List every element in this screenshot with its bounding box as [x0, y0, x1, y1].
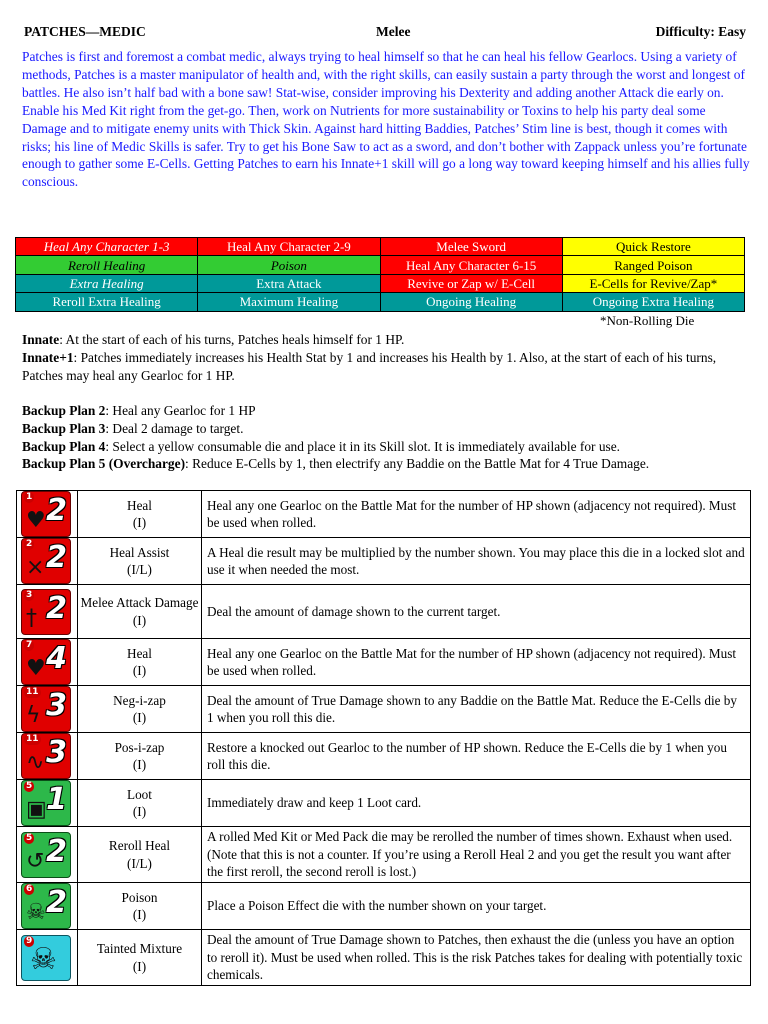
die-type: (I/L) [127, 855, 152, 871]
die-pip: 3 [26, 589, 33, 600]
die-cell [17, 686, 78, 733]
poison-die [21, 883, 71, 929]
skull-crossbones-icon: ☠ [30, 941, 57, 977]
page-header [24, 24, 746, 42]
loot-die [21, 780, 71, 826]
table-row [17, 827, 751, 883]
die-description: Immediately draw and keep 1 Loot card. [202, 780, 751, 827]
die-name-cell [78, 827, 202, 883]
skill-cell: Revive or Zap w/ E-Cell [380, 274, 562, 292]
die-number: 2 [46, 833, 67, 869]
die-cell [17, 930, 78, 986]
table-row [17, 686, 751, 733]
die-type: (I) [132, 612, 147, 628]
character-title: PATCHES—MEDIC [24, 24, 146, 39]
backup-plan-line [22, 420, 748, 438]
die-pip: 1 [26, 492, 33, 502]
backup-plan-label: Backup Plan 4 [22, 438, 106, 454]
spacer [22, 385, 748, 402]
non-rolling-note: *Non-Rolling Die [600, 313, 695, 328]
die-number: 4 [46, 641, 67, 676]
skill-cell: Reroll Healing [16, 256, 198, 274]
skill-cell: Extra Healing [16, 274, 198, 292]
die-name: Heal [127, 497, 152, 513]
die-cell [17, 883, 78, 930]
backup-plan-label: Backup Plan 5 (Overcharge) [22, 456, 186, 472]
die-name: Neg-i-zap [113, 692, 166, 708]
die-pip: 5 [26, 781, 33, 791]
die-name-cell [78, 780, 202, 827]
innate-plus-label: Innate+1 [22, 349, 74, 365]
die-name-cell [78, 639, 202, 686]
backup-plan-line [22, 438, 748, 456]
combat-style: Melee [376, 24, 411, 39]
multiply-icon: × [26, 555, 45, 580]
skill-cell: Quick Restore [562, 238, 744, 256]
die-cell [17, 827, 78, 883]
skill-grid [15, 237, 745, 312]
die-description: Deal the amount of damage shown to the current target. [202, 585, 751, 639]
lightning-die [21, 686, 71, 732]
die-number: 2 [46, 590, 67, 626]
table-row [17, 780, 751, 827]
sword-icon: † [26, 605, 37, 631]
abilities-section [22, 331, 748, 473]
innate-line [22, 331, 748, 349]
die-description: A Heal die result may be multiplied by the number shown. You may place this die in a locked slot and use it when needed the most. [202, 538, 751, 585]
die-description: Deal the amount of True Damage shown to Patches, then exhaust the die (unless you have an option to reroll it). Must be used when rolled. This is the risk Patches takes for dealing with potentially toxic chemicals. [202, 930, 751, 986]
table-row [17, 883, 751, 930]
die-number: 1 [46, 782, 67, 817]
die-cell [17, 733, 78, 780]
die-name-cell [78, 930, 202, 986]
die-name: Loot [127, 786, 152, 802]
die-name-cell [78, 491, 202, 538]
die-description: Heal any one Gearloc on the Battle Mat for the number of HP shown (adjacency not required). Must be used when rolled. [202, 491, 751, 538]
die-type: (I) [132, 757, 147, 772]
die-number: 2 [46, 493, 67, 528]
die-name-cell [78, 733, 202, 780]
die-pip: 2 [26, 539, 33, 549]
die-pip: 6 [26, 884, 33, 894]
reroll-die [21, 832, 71, 878]
die-name: Tainted Mixture [96, 941, 183, 956]
die-name-cell [78, 686, 202, 733]
die-cell [17, 585, 78, 639]
table-row [17, 538, 751, 585]
backup-plan-line [22, 455, 748, 473]
die-name: Poison [121, 889, 158, 905]
backup-plan-text: : Heal any Gearloc for 1 HP [105, 402, 256, 418]
innate-plus-line [22, 349, 748, 385]
innate-text: : At the start of each of his turns, Patches heals himself for 1 HP. [59, 332, 405, 347]
die-description: A rolled Med Kit or Med Pack die may be rerolled the number of times shown. Exhaust when used. (Note that this is not a counter. If you’re using a Reroll Heal 2 and you get the result you want after the first reroll, the second reroll is lost.) [202, 827, 751, 883]
die-name: Pos-i-zap [114, 739, 165, 755]
die-number: 2 [46, 885, 67, 920]
reroll-icon: ↺ [26, 848, 45, 874]
skill-cell: Extra Attack [198, 274, 380, 292]
die-description: Place a Poison Effect die with the number shown on your target. [202, 883, 751, 930]
table-row [17, 491, 751, 538]
heart-icon: ♥ [26, 656, 46, 681]
pulse-icon: ∿ [26, 750, 45, 775]
backup-plan-label: Backup Plan 2 [22, 402, 106, 418]
innate-label: Innate [22, 332, 60, 347]
die-pip: 9 [26, 935, 33, 946]
lightning-icon: ϟ [26, 703, 41, 728]
backup-plan-text: : Select a yellow consumable die and place it in its Skill slot. It is immediately available for use. [105, 438, 621, 454]
skill-cell: Heal Any Character 6-15 [380, 256, 562, 274]
sword-die [21, 589, 71, 635]
die-type: (I) [132, 663, 147, 678]
die-name-cell [78, 883, 202, 930]
tainted-mixture-die [21, 935, 71, 981]
heart-icon: ♥ [26, 508, 46, 533]
die-number: 3 [46, 688, 67, 723]
backup-plan-text: : Reduce E-Cells by 1, then electrify any Baddie on the Battle Mat for 4 True Damage. [185, 456, 650, 472]
poison-icon: ☠ [26, 900, 46, 925]
backup-plan-text: : Deal 2 damage to target. [105, 420, 244, 436]
die-type: (I) [132, 804, 147, 819]
skill-cell: Reroll Extra Healing [16, 293, 198, 311]
table-row [17, 930, 751, 986]
intro-paragraph: Patches is first and foremost a combat medic, always trying to heal himself so that he can heal his fellow Gearlocs. Using a variety of methods, Patches is a master manipulator of health and, with the right skills, can easily sustain a party through the worst and longest of battles. He also isn’t half bad with a bone saw! Stat-wise, consider improving his Dexterity and adding another Attack die early on. Enable his Med Kit right from the get-go. Then, work on Nutrients for more sustainability or Toxins to help his party deal some Damage and to mitigate enemy units with Thick Skin. Against hard hitting Baddies, Patches’ Stim line is best, though it comes with risks; his line of Medic Skills is safer. Try to get his Bone Saw to act as a sword, and don’t bother with Zappack unless you’re fortunate enough to gather some E-Cells. Getting Patches to earn his Innate+1 skill will go a long way toward keeping himself and his allies fully conscious. [22, 49, 750, 190]
die-description: Deal the amount of True Damage shown to any Baddie on the Battle Mat. Reduce the E-Cells die by 1 when you roll this die. [202, 686, 751, 733]
die-pip: 11 [26, 687, 39, 697]
die-pip: 7 [26, 640, 33, 650]
skill-cell: Melee Sword [380, 238, 562, 256]
die-description: Heal any one Gearloc on the Battle Mat for the number of HP shown (adjacency not required). Must be used when rolled. [202, 639, 751, 686]
die-name: Reroll Heal [108, 838, 171, 853]
die-type: (I) [132, 907, 147, 922]
dice-table [16, 490, 751, 986]
die-pip: 11 [26, 734, 39, 744]
table-row [17, 639, 751, 686]
innate-plus-text: : Patches immediately increases his Health Stat by 1 and increases his Health by 1. Also, at the start of each of his turns, Patches may heal any Gearloc for 1 HP. [22, 349, 717, 383]
die-name: Melee Attack Damage [80, 595, 199, 610]
skill-cell: Ongoing Extra Healing [562, 293, 744, 311]
die-name-cell [78, 585, 202, 639]
die-cell [17, 538, 78, 585]
backup-plan-line [22, 402, 748, 420]
skill-cell: E-Cells for Revive/Zap* [562, 274, 744, 292]
die-number: 2 [46, 540, 67, 575]
backup-plan-label: Backup Plan 3 [22, 420, 106, 436]
die-number: 3 [46, 735, 67, 770]
skill-cell: Heal Any Character 1-3 [16, 238, 198, 256]
heart-die [21, 639, 71, 685]
die-name: Heal Assist [109, 544, 170, 560]
multiply-die [21, 538, 71, 584]
die-description: Restore a knocked out Gearloc to the number of HP shown. Reduce the E-Cells die by 1 when you roll this die. [202, 733, 751, 780]
skill-cell: Ongoing Healing [380, 293, 562, 311]
die-cell [17, 639, 78, 686]
skill-cell: Poison [198, 256, 380, 274]
loot-chest-icon: ▣ [26, 797, 47, 822]
die-type: (I/L) [127, 562, 152, 577]
skill-cell: Ranged Poison [562, 256, 744, 274]
die-name-cell [78, 538, 202, 585]
die-type: (I) [132, 515, 147, 530]
die-cell [17, 491, 78, 538]
skill-cell: Heal Any Character 2-9 [198, 238, 380, 256]
skill-cell: Maximum Healing [198, 293, 380, 311]
heart-die [21, 491, 71, 537]
difficulty-label: Difficulty: Easy [655, 24, 746, 39]
die-cell [17, 780, 78, 827]
die-type: (I) [132, 958, 147, 974]
table-row [17, 585, 751, 639]
table-row [17, 733, 751, 780]
pulse-die [21, 733, 71, 779]
die-name: Heal [127, 645, 152, 661]
die-type: (I) [132, 710, 147, 725]
die-pip: 5 [26, 832, 33, 843]
